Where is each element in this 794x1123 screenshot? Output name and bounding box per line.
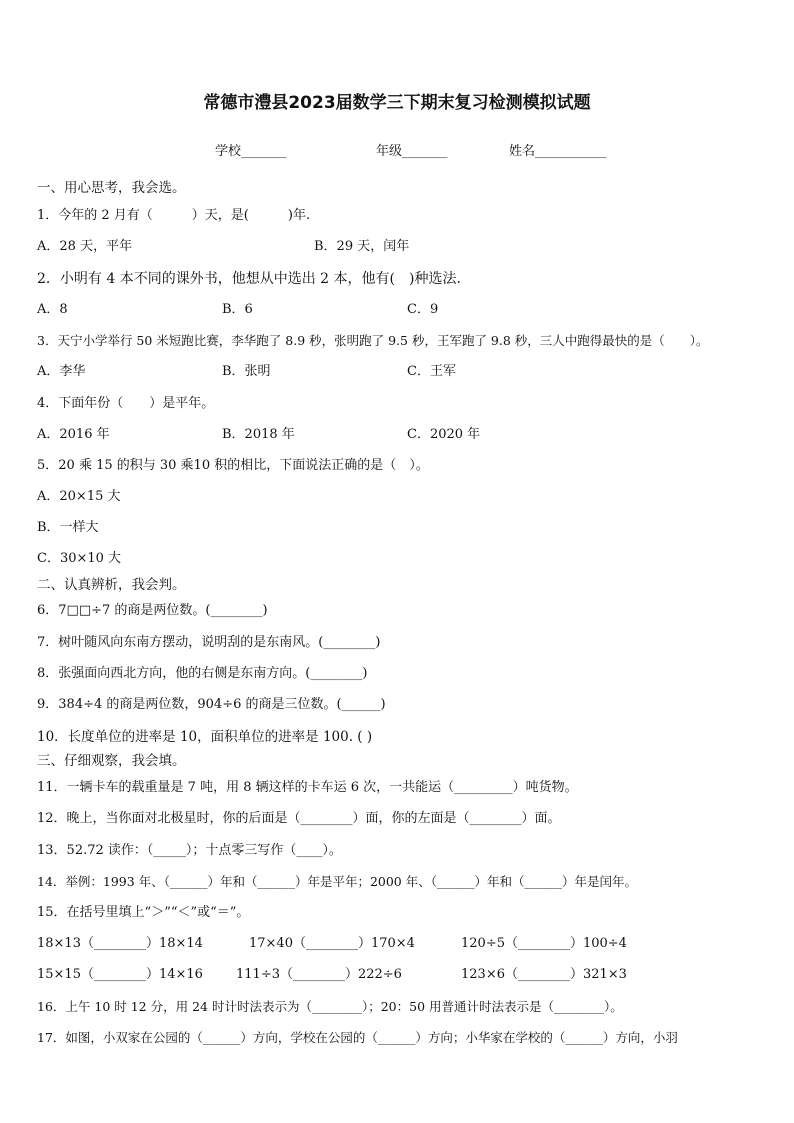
question-5-option-b[interactable]: B．一样大 [37,520,99,535]
question-2-option-c[interactable]: C．9 [407,302,439,317]
question-2-option-b[interactable]: B．6 [222,302,253,317]
name-field[interactable]: 姓名___________ [509,144,607,159]
section-heading-judge: 二、认真辨析，我会判。 [37,577,186,593]
question-5: 5．20 乘 15 的积与 30 乘10 积的相比，下面说法正确的是（ ）。 [37,458,429,473]
question-11: 11．一辆卡车的载重量是 7 吨，用 8 辆这样的卡车运 6 次，一共能运（_________）吨货物。 [37,780,578,795]
question-4-option-b[interactable]: B．2018 年 [222,427,295,442]
student-info-row [0,140,794,160]
school-field[interactable]: 学校_______ [215,144,287,159]
question-5-option-a[interactable]: A．20×15 大 [37,489,121,504]
question-9: 9．384÷4 的商是两位数，904÷6 的商是三位数。(______) [37,697,386,712]
question-4-option-a[interactable]: A．2016 年 [37,427,110,442]
question-4: 4．下面年份（ ）是平年。 [37,396,215,411]
question-12: 12．晚上，当你面对北极星时，你的后面是（________）面，你的左面是（________）面。 [37,811,561,826]
compare-item[interactable]: 18×13（________）18×14 [37,936,203,951]
question-6: 6．7□□÷7 的商是两位数。(________) [37,603,268,618]
page-title: 常德市澧县2023届数学三下期末复习检测模拟试题 [203,93,591,113]
question-1-option-a[interactable]: A．28 天，平年 [37,239,133,254]
compare-item[interactable]: 120÷5（________）100÷4 [461,936,627,951]
question-3: 3．天宁小学举行 50 米短跑比赛，李华跑了 8.9 秒，张明跑了 9.5 秒，王军跑了 9.8 秒，三人中跑得最快的是（ ）。 [37,333,709,348]
question-3-option-a[interactable]: A．李华 [37,364,86,379]
compare-item[interactable]: 123×6（________）321×3 [461,967,627,982]
question-2-option-a[interactable]: A．8 [37,302,68,317]
question-14: 14．举例：1993 年、（______）年和（______）年是平年；2000 年、（______）年和（______）年是闰年。 [37,874,637,889]
compare-item[interactable]: 111÷3（________）222÷6 [236,967,402,982]
question-15: 15．在括号里填上“＞”“＜”或“＝”。 [37,905,250,920]
question-1-option-b[interactable]: B．29 天，闰年 [314,239,410,254]
compare-item[interactable]: 17×40（________）170×4 [249,936,415,951]
question-3-option-b[interactable]: B．张明 [222,364,271,379]
question-8: 8．张强面向西北方向，他的右侧是东南方向。(________) [37,666,368,681]
question-16: 16．上午 10 时 12 分，用 24 时计时法表示为（________）；20：50 用普通计时法表示是（________）。 [37,999,623,1014]
question-17: 17．如图，小双家在公园的（______）方向，学校在公园的（______）方向；小华家在学校的（______）方向，小羽 [37,1030,678,1045]
question-5-option-c[interactable]: C．30×10 大 [37,551,122,566]
question-10: 10．长度单位的进率是 10，面积单位的进率是 100. ( ) [37,729,373,745]
question-1: 1．今年的 2 月有（ ）天，是( )年. [37,208,311,223]
compare-item[interactable]: 15×15（________）14×16 [37,967,203,982]
section-heading-fill: 三、仔细观察，我会填。 [37,753,186,769]
question-3-option-c[interactable]: C．王军 [407,364,456,379]
section-heading-choice: 一、用心思考，我会选。 [37,180,186,196]
question-4-option-c[interactable]: C．2020 年 [407,427,481,442]
grade-field[interactable]: 年级_______ [376,144,448,159]
question-13: 13．52.72 读作：（_____）；十点零三写作（____）。 [37,843,342,858]
question-7: 7．树叶随风向东南方摆动，说明刮的是东南风。(________) [37,635,381,650]
question-2: 2．小明有 4 本不同的课外书，他想从中选出 2 本，他有( )种选法. [37,271,461,287]
